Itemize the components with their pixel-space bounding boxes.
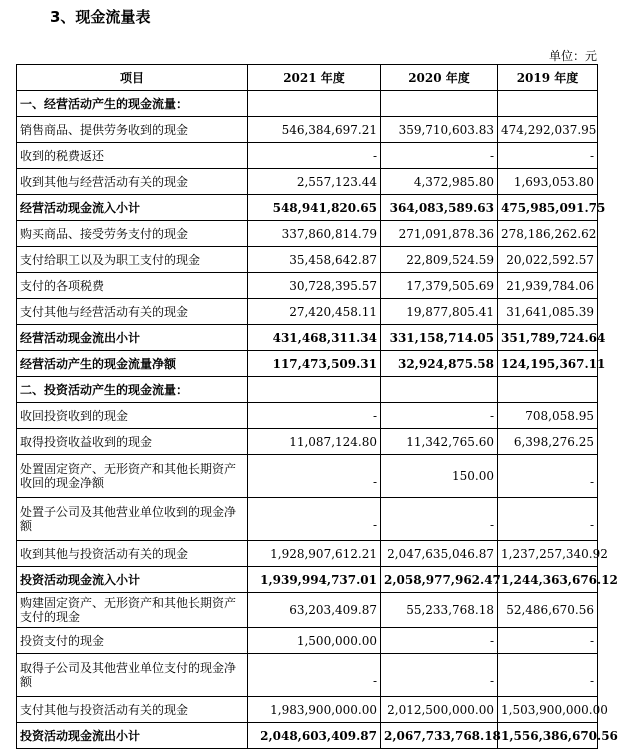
value-2019: - — [498, 654, 598, 697]
value-2020: - — [381, 654, 498, 697]
value-2019: 124,195,367.11 — [498, 351, 598, 377]
row-label: 支付给职工以及为职工支付的现金 — [17, 247, 248, 273]
row-label: 经营活动现金流入小计 — [17, 195, 248, 221]
value-2019: 1,244,363,676.12 — [498, 567, 598, 593]
value-2019: - — [498, 455, 598, 498]
table-row — [17, 299, 598, 325]
value-2021: - — [248, 498, 381, 541]
value-2019 — [498, 91, 598, 117]
value-2021 — [248, 91, 381, 117]
value-2020: 4,372,985.80 — [381, 169, 498, 195]
value-2019: 1,693,053.80 — [498, 169, 598, 195]
table-row — [17, 221, 598, 247]
table-row — [17, 195, 598, 221]
section-title: 3、现金流量表 — [50, 8, 151, 26]
header-item: 项目 — [17, 65, 248, 91]
row-label: 取得子公司及其他营业单位支付的现金净额 — [17, 654, 248, 697]
table-row — [17, 273, 598, 299]
value-2019: 6,398,276.25 — [498, 429, 598, 455]
value-2020: 271,091,878.36 — [381, 221, 498, 247]
unit-label: 单位：元 — [548, 49, 597, 63]
value-2019: 1,503,900,000.00 — [498, 697, 598, 723]
row-label: 二、投资活动产生的现金流量： — [17, 377, 248, 403]
table-row — [17, 325, 598, 351]
value-2019: 278,186,262.62 — [498, 221, 598, 247]
value-2019: 1,237,257,340.92 — [498, 541, 598, 567]
value-2020: 11,342,765.60 — [381, 429, 498, 455]
row-label: 支付其他与投资活动有关的现金 — [17, 697, 248, 723]
value-2020: 150.00 — [381, 455, 498, 498]
value-2020: - — [381, 628, 498, 654]
value-2019: 1,556,386,670.56 — [498, 723, 598, 749]
value-2020: 2,067,733,768.18 — [381, 723, 498, 749]
table-header-row — [17, 65, 598, 91]
value-2019: 474,292,037.95 — [498, 117, 598, 143]
table-row — [17, 377, 598, 403]
value-2021: - — [248, 455, 381, 498]
value-2021: 546,384,697.21 — [248, 117, 381, 143]
row-label: 收到其他与投资活动有关的现金 — [17, 541, 248, 567]
value-2019: - — [498, 143, 598, 169]
row-label: 支付其他与经营活动有关的现金 — [17, 299, 248, 325]
value-2021: 30,728,395.57 — [248, 273, 381, 299]
value-2021: 1,928,907,612.21 — [248, 541, 381, 567]
value-2020: 331,158,714.05 — [381, 325, 498, 351]
row-label: 一、经营活动产生的现金流量： — [17, 91, 248, 117]
table-row — [17, 429, 598, 455]
value-2019: - — [498, 498, 598, 541]
row-label: 投资活动现金流入小计 — [17, 567, 248, 593]
table-body — [17, 91, 618, 749]
value-2020: 2,012,500,000.00 — [381, 697, 498, 723]
value-2021: 63,203,409.87 — [248, 593, 381, 628]
row-label: 经营活动产生的现金流量净额 — [17, 351, 248, 377]
row-label: 处置子公司及其他营业单位收到的现金净额 — [17, 498, 248, 541]
value-2019: 351,789,724.64 — [498, 325, 598, 351]
table-row — [17, 567, 598, 593]
row-label: 销售商品、提供劳务收到的现金 — [17, 117, 248, 143]
value-2021: - — [248, 143, 381, 169]
value-2019: 21,939,784.06 — [498, 273, 598, 299]
table-row — [17, 723, 598, 749]
row-label: 购建固定资产、无形资产和其他长期资产支付的现金 — [17, 593, 248, 628]
header-2021: 2021 年度 — [248, 65, 381, 91]
table-row — [17, 697, 598, 723]
value-2021: 1,983,900,000.00 — [248, 697, 381, 723]
value-2021: 27,420,458.11 — [248, 299, 381, 325]
value-2021 — [248, 377, 381, 403]
table-row — [17, 498, 598, 541]
value-2020: 17,379,505.69 — [381, 273, 498, 299]
row-label: 经营活动现金流出小计 — [17, 325, 248, 351]
value-2020: 359,710,603.83 — [381, 117, 498, 143]
value-2021: 35,458,642.87 — [248, 247, 381, 273]
value-2020 — [381, 91, 498, 117]
row-label: 取得投资收益收到的现金 — [17, 429, 248, 455]
value-2020: 19,877,805.41 — [381, 299, 498, 325]
value-2021: - — [248, 403, 381, 429]
value-2020: - — [381, 498, 498, 541]
value-2019: 708,058.95 — [498, 403, 598, 429]
row-label: 收到的税费返还 — [17, 143, 248, 169]
row-label: 收回投资收到的现金 — [17, 403, 248, 429]
row-label: 支付的各项税费 — [17, 273, 248, 299]
header-2020: 2020 年度 — [381, 65, 498, 91]
value-2020: 2,058,977,962.47 — [381, 567, 498, 593]
value-2020: 2,047,635,046.87 — [381, 541, 498, 567]
value-2021: 2,048,603,409.87 — [248, 723, 381, 749]
value-2019: - — [498, 628, 598, 654]
value-2021: - — [248, 654, 381, 697]
table-row — [17, 351, 598, 377]
table-row — [17, 455, 598, 498]
table-row — [17, 654, 598, 697]
value-2020: 55,233,768.18 — [381, 593, 498, 628]
value-2021: 117,473,509.31 — [248, 351, 381, 377]
table-row — [17, 143, 598, 169]
row-label: 投资活动现金流出小计 — [17, 723, 248, 749]
value-2021: 11,087,124.80 — [248, 429, 381, 455]
value-2021: 1,939,994,737.01 — [248, 567, 381, 593]
value-2019: 20,022,592.57 — [498, 247, 598, 273]
value-2019: 52,486,670.56 — [498, 593, 598, 628]
value-2020 — [381, 377, 498, 403]
table-row — [17, 541, 598, 567]
value-2020: 364,083,589.63 — [381, 195, 498, 221]
value-2019 — [498, 377, 598, 403]
header-2019: 2019 年度 — [498, 65, 598, 91]
table-row — [17, 403, 598, 429]
table-row — [17, 91, 598, 117]
table-row — [17, 169, 598, 195]
value-2020: - — [381, 143, 498, 169]
row-label: 处置固定资产、无形资产和其他长期资产收回的现金净额 — [17, 455, 248, 498]
cash-flow-table — [16, 64, 618, 749]
value-2019: 475,985,091.75 — [498, 195, 598, 221]
row-label: 投资支付的现金 — [17, 628, 248, 654]
table-row — [17, 628, 598, 654]
table-row — [17, 593, 598, 628]
table-row — [17, 117, 598, 143]
value-2021: 1,500,000.00 — [248, 628, 381, 654]
value-2020: - — [381, 403, 498, 429]
value-2021: 2,557,123.44 — [248, 169, 381, 195]
value-2021: 337,860,814.79 — [248, 221, 381, 247]
row-label: 购买商品、接受劳务支付的现金 — [17, 221, 248, 247]
value-2021: 548,941,820.65 — [248, 195, 381, 221]
value-2019: 31,641,085.39 — [498, 299, 598, 325]
value-2021: 431,468,311.34 — [248, 325, 381, 351]
value-2020: 22,809,524.59 — [381, 247, 498, 273]
table-row — [17, 247, 598, 273]
row-label: 收到其他与经营活动有关的现金 — [17, 169, 248, 195]
value-2020: 32,924,875.58 — [381, 351, 498, 377]
